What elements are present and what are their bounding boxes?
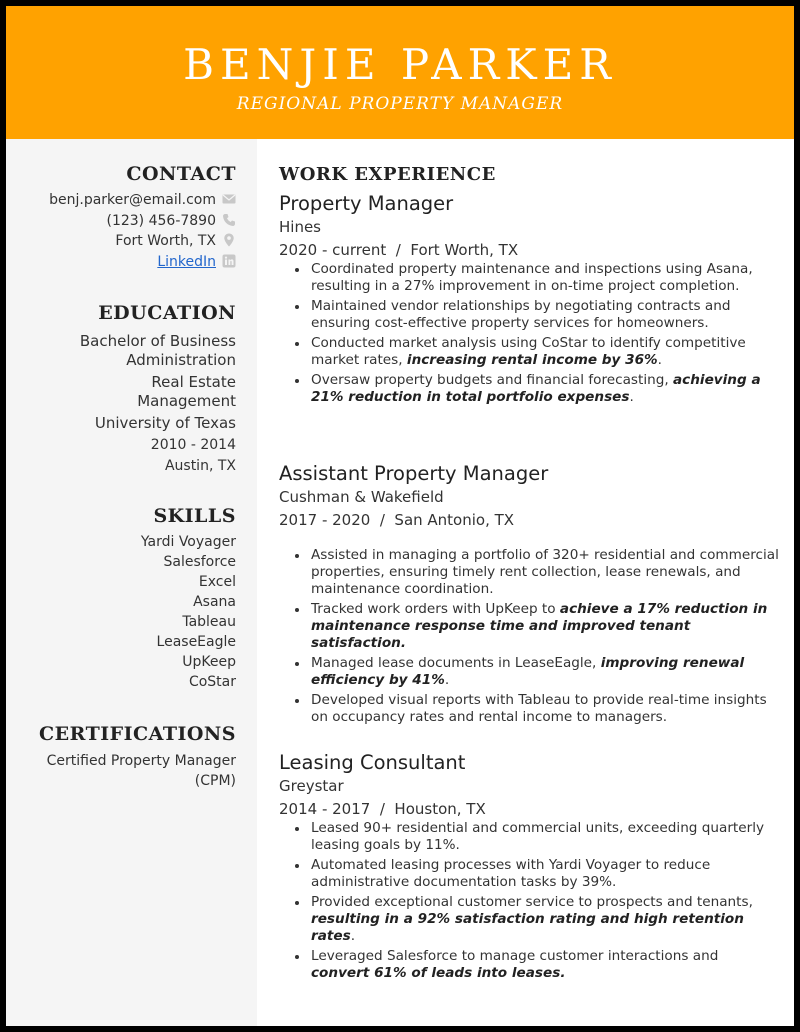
skills-section [6,505,236,692]
bullet-item: Assisted in managing a portfolio of 320+ residential and commercial properties, ensuring timely rent collection, lease renewals, and maintenance coordination. [293,547,779,598]
bullet-item: Maintained vendor relationships by negotiating contracts and ensuring cost-effective property services for homeowners. [293,298,779,332]
bullet-item: Coordinated property maintenance and inspections using Asana, resulting in a 27% improvement in on-time project completion. [293,261,779,295]
school-name: University of Texas [94,414,236,432]
major-line-2: Management [137,392,236,410]
job-bullets [293,261,779,406]
education-heading: EDUCATION [98,302,236,324]
bullet-item: Tracked work orders with UpKeep to achieve a 17% reduction in maintenance response time and improved tenant satisfaction. [293,601,779,652]
bullet-item: Leased 90+ residential and commercial units, exceeding quarterly leasing goals by 11%. [293,820,779,854]
job-company: Cushman & Wakefield [279,488,444,506]
degree-line-1: Bachelor of Business [79,332,236,350]
job-entry [279,462,779,729]
contact-phone [6,211,236,232]
education-years: 2010 - 2014 [150,437,236,453]
bullet-item: Automated leasing processes with Yardi Voyager to reduce administrative documentation tasks by 39%. [293,857,779,891]
certifications-section [6,723,236,791]
job-bullets [293,820,779,982]
job-entry [279,751,779,985]
skill-item: LeaseEagle [156,634,236,650]
job-entry [279,192,779,409]
envelope-icon [222,192,236,206]
phone-text: (123) 456-7890 [106,212,216,229]
job-bullets [293,547,779,726]
contact-section [6,163,236,272]
resume-page [6,6,794,1026]
location-text: Fort Worth, TX [115,233,216,249]
degree-line-2: Administration [126,351,236,369]
education-location: Austin, TX [164,457,236,474]
candidate-name: BENJIE PARKER [183,40,617,89]
skill-item: UpKeep [182,654,236,670]
map-pin-icon [222,233,236,247]
certification-line-1: Certified Property Manager [46,753,236,769]
job-title: Assistant Property Manager [279,462,549,485]
contact-email [6,190,236,211]
resume-header [6,6,794,139]
skill-item: Salesforce [163,554,236,570]
skill-item: Excel [198,574,236,590]
job-dates: 2014 - 2017 / Houston, TX [279,800,486,818]
linkedin-icon [222,254,236,268]
contact-location [6,231,236,252]
job-company: Greystar [279,777,344,795]
job-title: Property Manager [279,192,454,215]
bullet-item: Conducted market analysis using CoStar to identify competitive market rates, increasing rental income by 36%. [293,335,779,369]
major-line-1: Real Estate [151,373,236,391]
job-company: Hines [279,218,321,236]
contact-linkedin [6,252,236,273]
skills-heading: SKILLS [153,505,236,527]
job-dates: 2017 - 2020 / San Antonio, TX [279,511,515,529]
job-dates: 2020 - current / Fort Worth, TX [279,241,519,259]
work-experience-heading: WORK EXPERIENCE [279,164,496,185]
bullet-item: Oversaw property budgets and financial forecasting, achieving a 21% reduction in total portfolio expenses. [293,372,779,406]
education-section [6,302,236,476]
skill-item: Yardi Voyager [140,534,236,550]
bullet-item: Provided exceptional customer service to prospects and tenants, resulting in a 92% satisfaction rating and high retention rates. [293,894,779,945]
phone-icon [222,213,236,227]
skill-item: CoStar [188,674,236,690]
contact-heading: CONTACT [126,163,236,185]
skill-item: Tableau [182,614,236,630]
bullet-item: Managed lease documents in LeaseEagle, improving renewal efficiency by 41%. [293,655,779,689]
linkedin-link[interactable]: LinkedIn [157,253,216,270]
certifications-heading: CERTIFICATIONS [39,723,236,745]
certification-line-2: (CPM) [194,773,236,789]
job-title: Leasing Consultant [279,751,466,774]
email-text: benj.parker@email.com [49,192,216,208]
bullet-item: Developed visual reports with Tableau to provide real-time insights on occupancy rates and rental income to managers. [293,692,779,726]
bullet-item: Leveraged Salesforce to manage customer interactions and convert 61% of leads into leases. [293,948,779,982]
skill-item: Asana [193,594,236,610]
sidebar [6,139,257,1026]
candidate-title: REGIONAL PROPERTY MANAGER [236,94,564,114]
